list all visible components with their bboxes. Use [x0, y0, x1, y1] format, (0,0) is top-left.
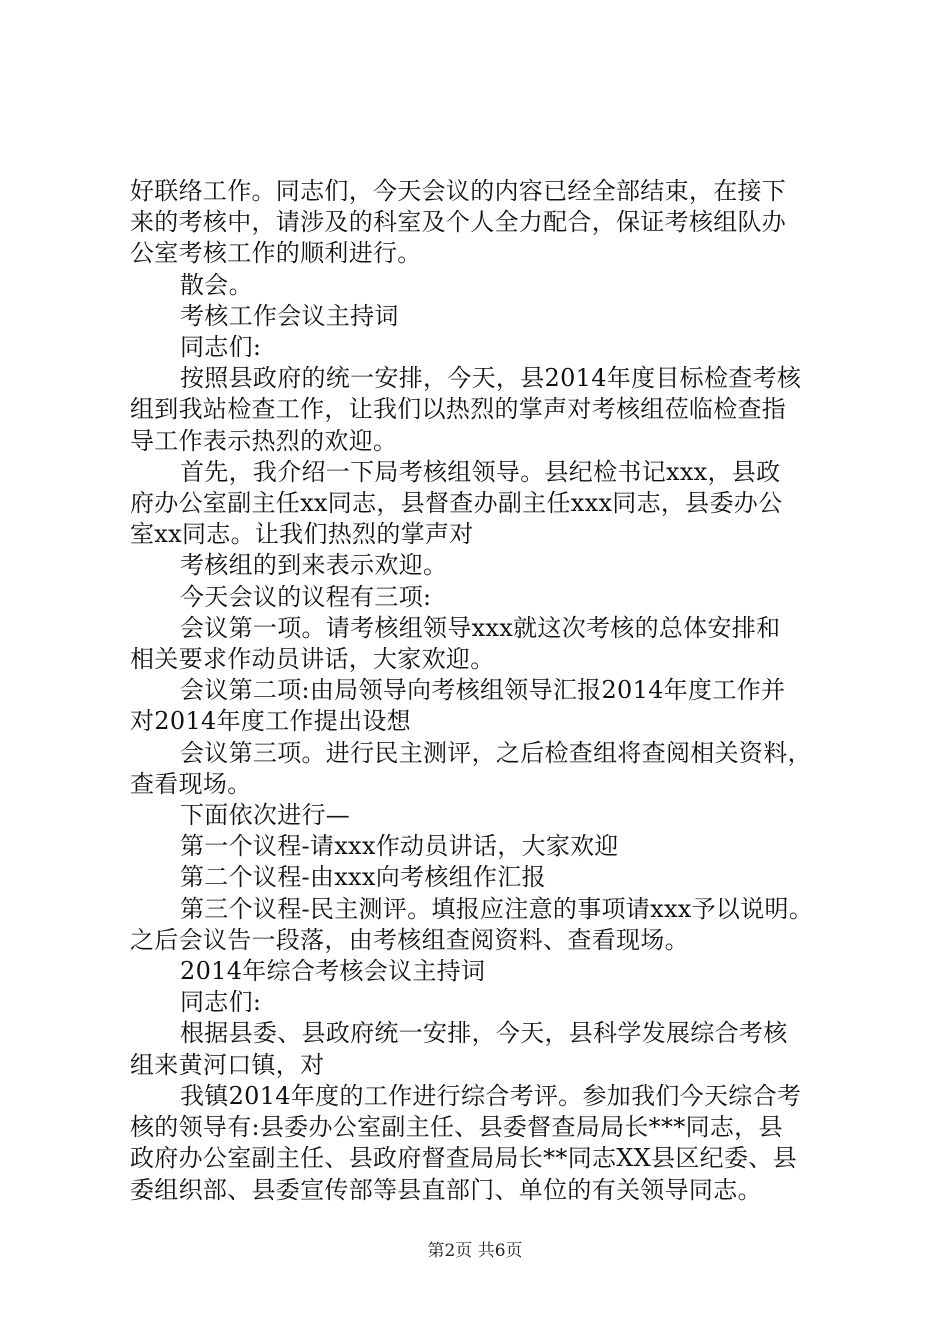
- text-line: 室xx同志。让我们热烈的掌声对: [130, 520, 474, 549]
- text-line: 之后会议告一段落，由考核组查阅资料、查看现场。: [130, 925, 689, 954]
- text-line: 相关要求作动员讲话，大家欢迎。: [130, 645, 495, 674]
- text-line: 我镇2014年度的工作进行综合考评。参加我们今天综合考: [180, 1081, 802, 1110]
- text-line: 根据县委、县政府统一安排，今天，县科学发展综合考核: [180, 1019, 788, 1048]
- text-line: 组到我站检查工作，让我们以热烈的掌声对考核组莅临检查指: [130, 395, 787, 424]
- text-line: 组来黄河口镇，对: [130, 1050, 325, 1079]
- text-line: 第三个议程-民主测评。填报应注意的事项请xxx予以说明。: [180, 894, 814, 923]
- text-line: 第一个议程-请xxx作动员讲话，大家欢迎: [180, 832, 619, 861]
- text-line: 核的领导有:县委办公室副主任、县委督查局局长***同志，县: [130, 1113, 783, 1142]
- text-line: 今天会议的议程有三项:: [180, 582, 432, 611]
- text-line: 下面依次进行—: [180, 801, 351, 830]
- text-line: 首先，我介绍一下局考核组领导。县纪检书记xxx，县政: [180, 457, 781, 486]
- text-line: 委组织部、县委宣传部等县直部门、单位的有关领导同志。: [130, 1175, 762, 1204]
- text-line: 导工作表示热烈的欢迎。: [130, 426, 398, 455]
- text-line: 好联络工作。同志们，今天会议的内容已经全部结束，在接下: [130, 177, 787, 205]
- text-line: 会议第三项。进行民主测评，之后检查组将查阅相关资料，: [180, 738, 812, 767]
- text-line: 会议第一项。请考核组领导xxx就这次考核的总体安排和: [180, 613, 781, 642]
- text-line: 考核工作会议主持词: [180, 301, 399, 330]
- document-body: [130, 176, 830, 1206]
- page-footer: 第2页 共6页: [427, 1241, 523, 1261]
- text-line: 公室考核工作的顺利进行。: [130, 239, 422, 268]
- text-line: 对2014年度工作提出设想: [130, 707, 411, 736]
- text-line: 来的考核中，请涉及的科室及个人全力配合，保证考核组队办: [130, 208, 787, 237]
- text-line: 府办公室副主任xx同志，县督查办副主任xxx同志，县委办公: [130, 489, 783, 518]
- text-line: 同志们:: [180, 988, 262, 1017]
- text-line: 同志们:: [180, 333, 262, 362]
- text-line: 2014年综合考核会议主持词: [180, 957, 486, 986]
- text-line: 会议第二项:由局领导向考核组领导汇报2014年度工作并: [180, 676, 786, 705]
- text-line: 查看现场。: [130, 769, 252, 798]
- text-line: 第二个议程-由xxx向考核组作汇报: [180, 863, 546, 892]
- text-line: 考核组的到来表示欢迎。: [180, 551, 448, 580]
- text-line: 政府办公室副主任、县政府督查局局长**同志XX县区纪委、县: [130, 1144, 797, 1173]
- text-line: 散会。: [180, 270, 253, 299]
- text-line: 按照县政府的统一安排，今天，县2014年度目标检查考核: [180, 364, 802, 393]
